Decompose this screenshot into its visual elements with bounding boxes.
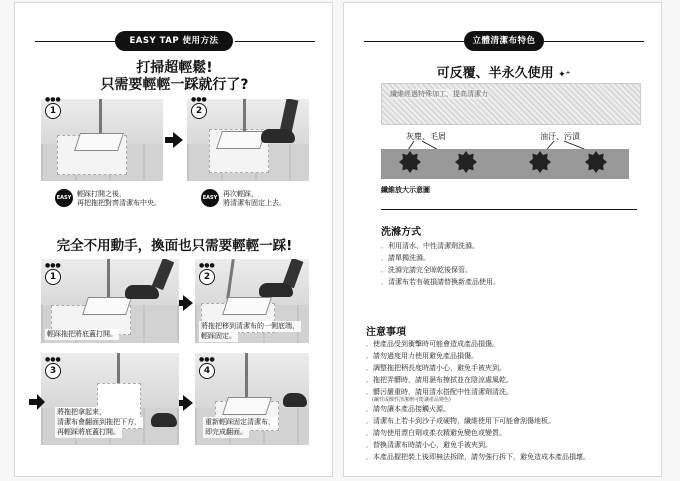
step-number: 3 [45, 363, 61, 379]
dots-icon: ●●● [45, 356, 61, 363]
notes-item: ．使產品受到衝擊時可能會造成產品損傷。 [366, 340, 499, 348]
wash-item: ．請單獨洗滌。 [381, 254, 430, 262]
notes-item: ．髒污嚴重時，請用清水搭配中性清潔劑清洗。 [366, 388, 513, 396]
notes-item: ．清潔布上若卡到沙子或硬物，纖維使用下可能會刮傷地板。 [366, 417, 555, 425]
step-number: 1 [45, 269, 61, 285]
arrow-stem [165, 137, 173, 143]
mop-pole [226, 259, 235, 299]
dots-icon: ●●● [45, 262, 61, 269]
notes-item: ．替換清潔布時請小心，避免手被夾到。 [366, 441, 492, 449]
wash-item: ．利用清水、中性清潔劑洗滌。 [381, 242, 479, 250]
dirt-particle-icon [529, 151, 551, 173]
label-dust: 灰塵、毛屑 [406, 132, 446, 141]
dots-icon: ●●● [45, 96, 61, 103]
sparkle-icon: ✦⁺ [558, 70, 571, 80]
headline-no-hands: 完全不用動手，換面也只需要輕輕一踩! [56, 238, 293, 254]
mop-base [222, 297, 272, 315]
headline-reusable-text: 可反覆、半永久使用 [436, 66, 554, 81]
shoe [125, 285, 159, 299]
notes-item: ．請勿過度用力使用避免產品損傷。 [366, 352, 478, 360]
mop-base [216, 131, 266, 149]
notes-item: ．本產品握把裝上後即無法拆除，請勿強行拆下，避免造成本產品損壞。 [366, 453, 590, 461]
mop-pole [243, 99, 246, 133]
fiber-diagram [381, 149, 629, 179]
shoe [259, 283, 293, 297]
notes-item: ．請勿使用漂白劑或柔衣精避免變色或變質。 [366, 429, 506, 437]
step-caption-line2: 將清潔布固定上去。 [223, 199, 286, 207]
dots-icon: ●●● [191, 96, 207, 103]
arrow-right-icon [37, 394, 45, 410]
step-caption-line2: 再把拖把對齊清潔布中央。 [77, 199, 161, 207]
mop-pole [99, 99, 102, 135]
dots-icon: ●●● [199, 262, 215, 269]
leg [152, 259, 174, 290]
step-caption-line1: 輕踩打開之後， [77, 190, 126, 198]
wash-item: ．清潔布若有破損請替換新產品使用。 [381, 278, 500, 286]
divider-line [544, 41, 644, 42]
shoe [283, 393, 307, 407]
flip-caption-line1: 重新輕踩固定清潔布， [205, 418, 275, 426]
shoe [151, 413, 177, 427]
easy-tap-foot-icon: EASY TAP [201, 189, 219, 207]
mop-base [82, 297, 132, 315]
notes-subnote: (鹼性或酸性清潔劑可能讓產品變色) [372, 397, 451, 403]
flip-caption-line2: 即完成翻面。 [205, 428, 247, 436]
shoe [261, 129, 295, 143]
divider-line [35, 41, 115, 42]
divider-line [364, 41, 464, 42]
notes-item: ．拖把弄髒時，請用濕布擦拭並在陰涼處風乾。 [366, 376, 513, 384]
divider-line [381, 209, 637, 210]
right-page [343, 2, 662, 477]
flip-caption-line1: 將拖把拿起來， [57, 408, 106, 416]
dots-icon: ●●● [199, 356, 215, 363]
flip-caption-line2: 輕踩固定。 [201, 332, 236, 340]
section-pill: 立體清潔布特色 [464, 31, 544, 51]
flip-caption-line2: 清潔布會翻面到拖把下方， [57, 418, 141, 426]
step-number: 2 [191, 103, 207, 119]
notes-title: 注意事項 [366, 327, 406, 338]
headline-easy: 打掃超輕鬆! [136, 60, 213, 76]
step-number: 2 [199, 269, 215, 285]
arrow-right-icon [173, 132, 183, 148]
easy-tap-foot-icon: EASY TAP [55, 189, 73, 207]
section-pill: EASY TAP 使用方法 [115, 31, 233, 51]
notes-item: ．請勿讓本產品接觸火源。 [366, 405, 450, 413]
notes-item: ．調整拖把柄長度時請小心，避免手被夾到。 [366, 364, 506, 372]
divider-line [235, 41, 315, 42]
mop-base [222, 397, 272, 415]
dirt-particle-icon [399, 151, 421, 173]
flip-caption-line1: 輕踩拖把將底蓋打開。 [47, 330, 117, 338]
arrow-right-icon [183, 295, 193, 311]
flip-caption-line3: 再輕踩將底蓋打開。 [57, 428, 120, 436]
step-number: 4 [199, 363, 215, 379]
fiber-texture-image [381, 83, 641, 125]
wash-title: 洗滌方式 [381, 227, 421, 238]
mop-pole [107, 259, 110, 299]
headline-reusable [344, 65, 662, 84]
dirt-particle-icon [585, 151, 607, 173]
mop-base [74, 133, 124, 151]
fiber-caption: 纖維放大示意圖 [381, 186, 430, 194]
headline-one-step: 只需要輕輕一踩就行了? [100, 77, 249, 93]
mop-pole [245, 353, 248, 399]
flip-caption-line1: 將拖把移到清潔布的一側底端， [201, 322, 299, 330]
left-page [14, 2, 333, 477]
wash-item: ．洗滌完請完全晾乾後保管。 [381, 266, 472, 274]
label-oil: 油汙、污漬 [540, 132, 580, 141]
step-caption-line1: 再次輕踩， [223, 190, 258, 198]
arrow-right-icon [183, 395, 193, 411]
dirt-particle-icon [455, 151, 477, 173]
step-number: 1 [45, 103, 61, 119]
texture-overlay-text: 纖維經過特殊加工，提高清潔力 [390, 90, 488, 98]
